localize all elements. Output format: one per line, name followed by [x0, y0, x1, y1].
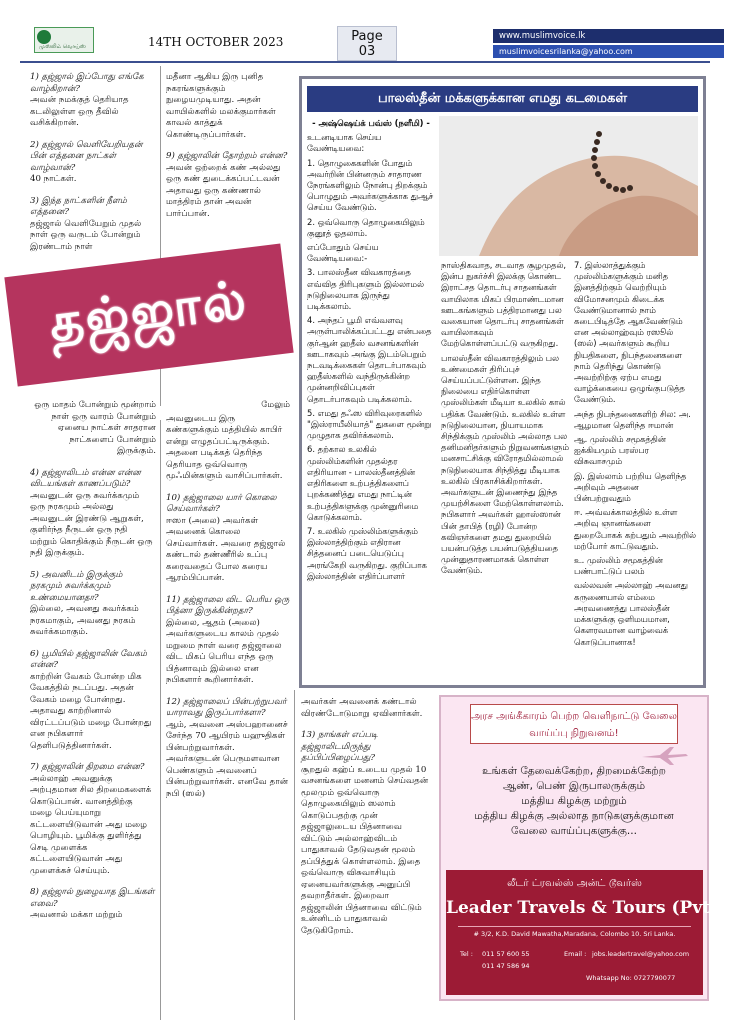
feature-column-1 — [307, 118, 435, 585]
email-link[interactable]: muslimvoicesrilanka@yahoo.com — [493, 45, 724, 58]
answer-13: சூறதுல் கஹ்ப் உடைய முதல் 10 வசனங்களை மனனம் செய்வதன் மூலமும் ஒவ்வொரு தொழுகையிலும் ஸலாம் கொடுப்பதற்கு முன் தஜ்ஜாலுடைய பித்னாவை விட்டும் அல்லாஹ்விடம் பாதுகாவல் தேடுவதன் மூலம் தப்பித்துக் கொள்ளலாம். இதை ஒவ்வொரு விசுவாசியும் ஏனையவர்களுக்கு அனுப்பி தவறாதீர்கள். இறைவா தஜ்ஜாலின் பித்னாவை விட்டும் உன்னிடம் பாதுகாவல் தேடுகிறோம். — [301, 764, 429, 936]
whatsapp-number[interactable]: Whatsapp No: 0727790077 — [586, 974, 676, 982]
answer-8: அவனால் மக்கா மற்றும் — [30, 910, 123, 920]
column-divider — [294, 690, 295, 1020]
logo-text: முஸ்லிம் வொய்ஸ் — [39, 44, 86, 50]
answer-2: 40 நாட்கள். — [30, 174, 77, 184]
question-3: 3) இந்த நாட்களின் நீளம் எத்தனை? — [30, 195, 127, 217]
article-column-2-cont — [166, 400, 290, 810]
question-12: 12) தஜ்ஜாலைப் பின்பற்றுபவர் யாராவது இருப்பார்களா? — [166, 696, 287, 718]
answer-5: இல்லை, அவனது சுவர்க்கம் நரகமாகும், அவனது நரகம் சுவர்க்கமாகும். — [30, 604, 139, 637]
feature-text: 7. இஸ்லாத்துக்கும் முஸ்லிம்களுக்கும் மனித இனத்திற்கும் வெற்றியும் விமோசனமும் கிடைக்க வேண்டுமானால் நாம் கடைபிடித்தே ஆகவேண்டும் என அல்லாஹ்வும் ரஸூல் (ஸல்) அவர்களும் கூறிய நியதிகளை, நிபந்தனைகளை நாம் தெரிந்து கொண்டு அவற்றிற்கு ஏற்ப எமது வாழ்க்கையை ஒழுங்குபடுத்த வேண்டும். — [574, 260, 685, 405]
page-indicator — [337, 26, 397, 61]
feature-text: 7. உலகில் முஸ்லிம்களுக்கும் இஸ்லாத்திற்கும் எதிரான சித்தனைப் படையெடுப்பு அரங்கேறி வருகிறது. குறிப்பாக இஸ்லாத்தின் எதிர்ப்பாளர் — [307, 525, 427, 581]
answer-1: அவன் நமக்குத் தெரியாத கடலிலுள்ள ஒரு தீவில் வசிக்கிறான். — [30, 95, 129, 128]
phone-label: Tel : — [460, 950, 473, 958]
ad-line: உங்கள் தேவைக்கேற்ற, திறமைக்கேற்ற — [482, 765, 666, 777]
header-divider — [20, 61, 710, 63]
feature-author: - அஷ்ஷெய்க் பவ்ஸ் (நளீமி) - — [312, 118, 430, 128]
question-5: 5) அவனிடம் இருக்கும் நரகமும் சுவர்க்கமும் உண்மையானதா? — [30, 569, 123, 603]
column-divider — [160, 420, 161, 1020]
company-email[interactable]: jobs.leadertravel@yahoo.com — [592, 950, 690, 958]
feature-text: உ. முஸ்லிம் சமூகத்தின் பண்பாட்டுப் பலம் — [574, 555, 663, 577]
question-7: 7) தஜ்ஜாலின் திறமை என்ன? — [30, 762, 145, 772]
answer-3: தஜ்ஜால் வெளியேறும் முதல் நாள் ஒரு வருடம் போன்றும் இரண்டாம் நாள் — [30, 218, 142, 252]
feature-text: 3. பாலஸ்தீன விவகாரத்தை எவ்வித திரிபுகளும் இல்லாமல் நடுநிலையாக இருந்து படிக்கலாம். — [307, 267, 424, 312]
question-4: 4) தஜ்ஜாலிடம் என்ன என்ன விடயங்கள் காணப்படும்? — [30, 467, 141, 489]
question-13: 13) நாங்கள் எப்படி தஜ்ஜாலிடமிருந்து தப்பிப்பிழைப்பது? — [301, 730, 378, 763]
answer-10: ஈஸா (அலை) அவர்கள் அவனைக் கொலை செய்வார்கள். அவரை தஜ்ஜால் கண்டால் தண்ணீரில் உப்பு கரைவதைப் போல கரைய ஆரம்பிப்பான். — [166, 515, 286, 583]
ad-line: வேலை வாய்ப்புகளுக்கு... — [511, 825, 637, 837]
answer-12: ஆம், அவனை அஸ்பஹானைச் சேர்ந்த 70 ஆயிரம் யஹுதிகள் பின்பற்றுவார்கள். அவர்களுடன் பெருமளவான பெண்களும் அவனைப் பின்பற்றுவார்கள். எனவே தான் நபி (ஸல்) — [166, 719, 289, 799]
article-column-2 — [166, 72, 290, 230]
feature-text: 6. தற்கால உலகில் முஸ்லிம்களின் முதல்தர எதிரியான - பாலஸ்தீனத்தின் எதிரிகளை உற்பத்திகளைப் புறக்கணித்து எமது நாட்டின் உற்பத்திகளுக்கு முன்னுரிமை கொடுக்கலாம். — [307, 444, 419, 522]
article-text: அவர்கள் அவனைக் கண்டால் விரண்டோடுமாறு ஏவினார்கள். — [301, 697, 423, 719]
feature-text: 4. அந்தப் பூமி எவ்வளவு அருள்பாலிக்கப்பட்டது என்பதை குர்ஆன் ஹதீஸ் வசனங்களின் ஊடாகவும் அங்கு இடம்பெறும் நடவடிக்கைகள் தொடர்பாகவும் ஹதீஸ்களில் வந்திருக்கின்ற முன்னறிவிப்புகள் தொடர்பாகவும் படிக்கலாம். — [307, 315, 432, 404]
feature-text: 2. ஒவ்வொரு தொழுகையிலும் குனூத் ஓதலாம். — [307, 216, 425, 238]
feature-text: இ. இஸ்லாம் பற்றிய தெளிந்த அறிவும் அதனை பின்பற்றுவதும் — [574, 470, 687, 504]
answer-4: அவனுடன் ஒரு சுவர்க்கமும் ஒரு நரகமும் அல்லது அவனுடன் இரண்டு ஆறுகள், குளிர்ந்த நீருடன் ஒரு நதி மற்றும் கொதிக்கும் நீருடன் ஒரு நதி இருக்கும். — [30, 490, 153, 558]
ad-line: ஆண், பெண் இருபாலருக்கும் — [502, 780, 646, 792]
feature-text: ஈ. அவ்வக்காலத்தில் உள்ள அறிவு ஞானங்களை துறைபோகக் கற்பதும் அவற்றில் மற்போர் காட்டுவதும். — [574, 507, 696, 551]
email-label: Email : — [564, 950, 587, 958]
question-2: 2) தஜ்ஜால் வெளியேறியதன் பின் எத்தனை நாட்கள் வாழ்வான்? — [30, 139, 143, 173]
feature-column-2 — [441, 260, 569, 580]
issue-date: 14TH OCTOBER 2023 — [148, 35, 284, 49]
feature-text: ஆ. முஸ்லிம் சமூகத்தின் ஐக்கியமும் பரஸ்பர விசுவாசமும் — [574, 434, 666, 467]
question-1: 1) தஜ்ஜால் இப்போது எங்கே வாழ்கிறான்? — [30, 72, 144, 94]
article-title: தஜ்ஜால் — [46, 269, 251, 354]
company-name-tamil: லீடர் ட்ரவல்ஸ் அன்ட் டூவர்ஸ் — [507, 878, 642, 889]
ad-headline: அரச அங்கீகாரம் பெற்ற வெளிநாட்டு வேலை வாய்ப்பு நிறுவனம்! — [470, 704, 678, 744]
article-column-1-cont — [30, 400, 156, 932]
ad-body — [450, 764, 698, 839]
feature-text: அந்த நிபந்தனைகளிற் சில: அ. ஆழமான தெளிந்த ஈமான் — [574, 408, 691, 430]
feature-text: 5. எமது தஃஸ விரிவுரைகளில் "இஸ்ராயீலியாத்" துகளை மூன்று முழுதாக தவிர்க்கலாம். — [307, 407, 432, 441]
article-column-3 — [301, 697, 433, 947]
newspaper-logo — [34, 27, 94, 53]
logo-mark-icon — [37, 30, 51, 44]
feature-title: பாலஸ்தீன் மக்களுக்கான எமது கடமைகள் — [307, 86, 698, 112]
article-text: மதீனா ஆகிய இரு புனித நகரங்களுக்கும் நுழையமுடியாது. அதன் வாயில்களில் மலக்குமார்கள் காவல் காத்துக் கொண்டிருப்பார்கள். — [166, 72, 276, 140]
prayer-hands-image — [439, 116, 698, 256]
article-column-1 — [30, 72, 154, 263]
question-6: 6) பூமியில் தஜ்ஜாலின் வேகம் என்ன? — [30, 648, 147, 670]
question-9: 9) தஜ்ஜாலின் தோற்றம் என்ன? — [166, 151, 288, 161]
feature-text: எப்போதும் செய்ய வேண்டியவை:- — [307, 242, 379, 264]
ad-company-panel — [446, 870, 756, 995]
answer-6: காற்றின் வேகம் போன்ற மிக வேகத்தில் நடப்பது. அதன் வேகம் மழை போன்றது. அதாவது காற்றினால் விரட்டப்படும் மழை போன்றது என நபிகளார் தெளிபடுத்தினார்கள். — [30, 671, 152, 751]
answer-9: அவன் ஒற்றைக் கண் அல்லது ஒரு கண் துடைக்கப்பட்டவன் அதாவது ஒரு கண்ணால் மாத்திரம் தான் அவன் பார்ப்பான். — [166, 162, 281, 219]
company-address: # 3/2, K.D. David Mawatha,Maradana, Colombo 10. Sri Lanka. — [473, 930, 676, 938]
ad-line: மத்திய கிழக்கு அல்லாத நாடுகளுக்குமான — [474, 810, 674, 822]
question-8: 8) தஜ்ஜால் நுழையாத இடங்கள் எவை? — [30, 887, 155, 909]
feature-text: வல்லவன் அல்லாஹ் அவனது கருணையால் எம்மை அரவணைத்து பாலஸ்தீன் மக்களுக்கு ஒளிமயமான, கௌரவமான வாழ்வைக் கொடுப்பானாக! — [574, 580, 688, 647]
feature-text: நாஸ்திகவாத, சடவாத சூழமுதல், இன்ப நுகர்ச்சி இலக்கு கொண்ட இராட்சத தொடர்பு சாதனங்கள் வாயிலாக மிகப் பிரமாண்டமான ஊடகங்களும் பத்திரமானது பல வகையான தொடர்பு சாதனங்கள் வாயிலாகவும் மேற்கொள்ளப்பட்டு வருகிறது. — [441, 260, 567, 349]
page-label: Page — [351, 29, 383, 44]
company-name: Leader Travels & Tours (Pvt) Ltd — [446, 898, 756, 918]
question-10: 10) தஜ்ஜாலை யார் கொலை செய்வார்கள்? — [166, 492, 277, 514]
answer-11: இல்லை, ஆதம் (அலை) அவர்களுடைய காலம் முதல் மறுமை நாள் வரை தஜ்ஜாலை விட மிகப் பெரிய எந்த ஒரு பித்னாவும் இல்லை என நபிகளார் கூறினார்கள். — [166, 617, 282, 685]
answer-7: அல்லாஹ் அவனுக்கு அற்புதமான சில திறமைகளைக் கொடுப்பான். வானத்திற்கு மழை பெய்யுமாறு கட்டளையிடுவான் அது மழை பொழியும். பூமிக்கு துளிர்த்து செடி முளைக்க கட்டளையிடுவான் அது முளைக்கச் செய்யும். — [30, 773, 152, 876]
prayer-beads-icon — [439, 116, 698, 256]
phone-number[interactable]: 011 57 600 55 — [482, 950, 530, 958]
feature-column-3 — [574, 260, 698, 651]
article-text: மேலும் — [261, 400, 290, 410]
question-11: 11) தஜ்ஜாலை விட பெரிய ஒரு பித்னா இருக்கின்றதா? — [166, 594, 290, 616]
article-text: ஒரு மாதம் போன்றும் மூன்றாம் நாள் ஒரு வாரம் போன்றும் ஏனைய நாட்கள் சாதரான நாட்களைப் போன்றும் இருக்கும். — [34, 400, 156, 456]
article-text: அவனுடைய இரு கண்களுக்கும் மத்தியில் காபிர் என்று எழுதப்பட்டிருக்கும். அதனை படிக்கத் தெரிந்த தெரியாத ஒவ்வொரு மூஃமின்களும் வாசிப்பார்கள். — [166, 413, 283, 481]
feature-text: உடனடியாக செய்ய வேண்டியவை: — [307, 132, 382, 154]
page-number: 03 — [358, 44, 376, 59]
phone-number[interactable]: 011 47 586 94 — [482, 962, 530, 970]
ad-divider — [458, 926, 691, 927]
ad-line: மத்திய கிழக்கு மற்றும் — [521, 795, 627, 807]
feature-text: 1. தொழுகைகளின் போதும் அவர்றின் பின்னரும் சாதாரண நேரங்களிலும் நோன்பு திறக்கும் பொழுதும் அவர்களுக்காக துஆச் செய்ய வேண்டும். — [307, 157, 434, 213]
article-title-banner — [4, 243, 293, 386]
website-link[interactable]: www.muslimvoice.lk — [493, 29, 724, 43]
feature-text: பாலஸ்தீன் விவகாரத்திலும் பல உண்மைகள் திரிப்புச் செய்யப்பட்டுள்ளன. இந்த நிலையை எதிர்கொள்ள முஸ்லிம்கள் மீடியா உலகில் கால் பதிக்க வேண்டும். உலகில் உள்ள நடுநிலையான, நியாயமாக சிந்திக்கும் முஸ்லிம் அல்லாத பல தனிமனிதர்களும் நிறுவனங்களும் மனசாட்சிக்கு விரோதமில்லாமல் நடுநிலையாக சிந்தித்து மீடியாக உலகில் பிரகாசிக்கிறார்கள். அவர்களுடன் இணைந்து இந்த முயற்சிகளை மேற்கொள்ளலாம். நபிகளார் அவர்கள் ஹாஸ்ஸான் பின் தாபித் (ரழி) போன்ற கவிஞர்களை தமது துறையில் பயன்படுத்த பயன்படுத்தியதை முன்னுதாரணமாகக் கொள்ள வேண்டும். — [441, 352, 569, 576]
